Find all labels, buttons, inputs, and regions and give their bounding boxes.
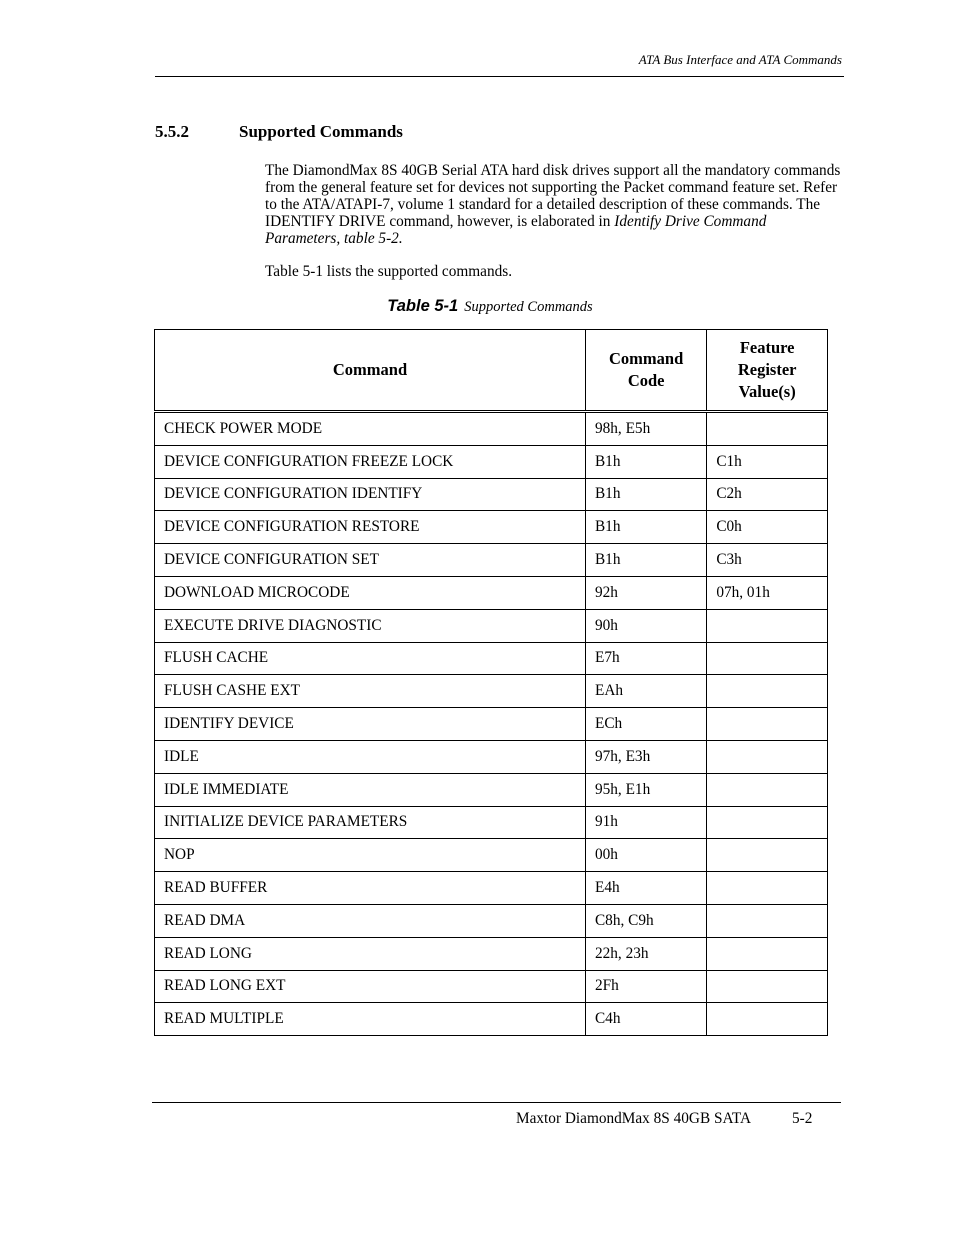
cell-command: READ LONG: [155, 937, 586, 970]
cell-command: READ BUFFER: [155, 872, 586, 905]
table-row: [155, 511, 828, 544]
cell-command-code: 2Fh: [585, 970, 706, 1003]
cell-command: DEVICE CONFIGURATION IDENTIFY: [155, 478, 586, 511]
cell-command: READ LONG EXT: [155, 970, 586, 1003]
cell-command-code: 90h: [585, 609, 706, 642]
cell-command-code: C4h: [585, 1003, 706, 1036]
cell-feature-register: C0h: [707, 511, 828, 544]
cell-feature-register: [707, 904, 828, 937]
table-row: [155, 1003, 828, 1036]
cell-command-code: 92h: [585, 576, 706, 609]
cell-feature-register: [707, 740, 828, 773]
table-row: [155, 839, 828, 872]
cell-feature-register: [707, 1003, 828, 1036]
table-caption-text: Supported Commands: [464, 299, 593, 315]
cell-feature-register: C2h: [707, 478, 828, 511]
cell-command: DEVICE CONFIGURATION FREEZE LOCK: [155, 445, 586, 478]
table-row: [155, 806, 828, 839]
table-row: [155, 609, 828, 642]
page-number: 5-2: [792, 1110, 813, 1127]
intro-text: The DiamondMax 8S 40GB Serial ATA hard disk drives support all the mandatory commands from the general feature set for devices not supporting the Packet command feature set. Refer to the ATA/ATAPI-7, volume 1 standard for a detailed description of these commands. The IDENTIFY DRIVE command, however, is elaborated in: [265, 162, 841, 230]
table-row: [155, 708, 828, 741]
cell-command-code: 00h: [585, 839, 706, 872]
section-heading: [155, 122, 403, 142]
column-header-command: Command: [155, 330, 586, 412]
cell-command-code: B1h: [585, 478, 706, 511]
table-row: [155, 937, 828, 970]
cell-command: DEVICE CONFIGURATION SET: [155, 544, 586, 577]
cell-feature-register: [707, 872, 828, 905]
table-row: [155, 544, 828, 577]
cell-feature-register: [707, 675, 828, 708]
column-header-command-code: Command Code: [585, 330, 706, 412]
cell-command-code: EAh: [585, 675, 706, 708]
cell-command-code: B1h: [585, 511, 706, 544]
footer-product: Maxtor DiamondMax 8S 40GB SATA: [516, 1110, 752, 1127]
section-title: Supported Commands: [239, 122, 403, 141]
cell-feature-register: [707, 937, 828, 970]
cell-command: IDENTIFY DEVICE: [155, 708, 586, 741]
table-row: [155, 445, 828, 478]
cell-feature-register: [707, 839, 828, 872]
table-row: [155, 740, 828, 773]
cell-command: READ MULTIPLE: [155, 1003, 586, 1036]
cell-command-code: E7h: [585, 642, 706, 675]
table-row: [155, 904, 828, 937]
cell-feature-register: [707, 806, 828, 839]
cell-command: FLUSH CASHE EXT: [155, 675, 586, 708]
cell-command-code: B1h: [585, 445, 706, 478]
cell-command-code: 91h: [585, 806, 706, 839]
cell-command-code: B1h: [585, 544, 706, 577]
table-body: [155, 412, 828, 1036]
cell-feature-register: 07h, 01h: [707, 576, 828, 609]
cell-command: READ DMA: [155, 904, 586, 937]
cell-command: FLUSH CACHE: [155, 642, 586, 675]
table-reference: Identify Drive Command Parameters, table 5-2.: [265, 213, 767, 247]
cell-command-code: ECh: [585, 708, 706, 741]
table-caption-label: Table 5-1: [387, 297, 459, 315]
cell-command-code: 22h, 23h: [585, 937, 706, 970]
table-caption: [0, 297, 954, 316]
cell-command-code: 97h, E3h: [585, 740, 706, 773]
cell-command: DEVICE CONFIGURATION RESTORE: [155, 511, 586, 544]
cell-command-code: 95h, E1h: [585, 773, 706, 806]
cell-feature-register: [707, 773, 828, 806]
cell-feature-register: [707, 642, 828, 675]
cell-command: IDLE: [155, 740, 586, 773]
cell-feature-register: [707, 412, 828, 446]
table-row: [155, 872, 828, 905]
section-number: 5.5.2: [155, 122, 189, 141]
header-divider: [155, 76, 844, 77]
table-row: [155, 970, 828, 1003]
cell-command-code: 98h, E5h: [585, 412, 706, 446]
table-row: [155, 576, 828, 609]
cell-feature-register: C3h: [707, 544, 828, 577]
footer-divider: [152, 1102, 841, 1103]
table-row: [155, 675, 828, 708]
cell-feature-register: C1h: [707, 445, 828, 478]
cell-command: CHECK POWER MODE: [155, 412, 586, 446]
cell-command: DOWNLOAD MICROCODE: [155, 576, 586, 609]
cell-command: IDLE IMMEDIATE: [155, 773, 586, 806]
supported-commands-table: [154, 329, 828, 1036]
column-header-feature-register: Feature Register Value(s): [707, 330, 828, 412]
cell-feature-register: [707, 970, 828, 1003]
intro-paragraph: [265, 162, 845, 247]
cell-command-code: C8h, C9h: [585, 904, 706, 937]
table-row: [155, 478, 828, 511]
table-header-row: [155, 330, 828, 412]
running-header: ATA Bus Interface and ATA Commands: [638, 52, 842, 67]
cell-feature-register: [707, 609, 828, 642]
cell-command: NOP: [155, 839, 586, 872]
table-intro-paragraph: Table 5-1 lists the supported commands.: [265, 263, 513, 280]
cell-command: EXECUTE DRIVE DIAGNOSTIC: [155, 609, 586, 642]
cell-command: INITIALIZE DEVICE PARAMETERS: [155, 806, 586, 839]
table-row: [155, 642, 828, 675]
cell-feature-register: [707, 708, 828, 741]
table-row: [155, 412, 828, 446]
cell-command-code: E4h: [585, 872, 706, 905]
table-row: [155, 773, 828, 806]
